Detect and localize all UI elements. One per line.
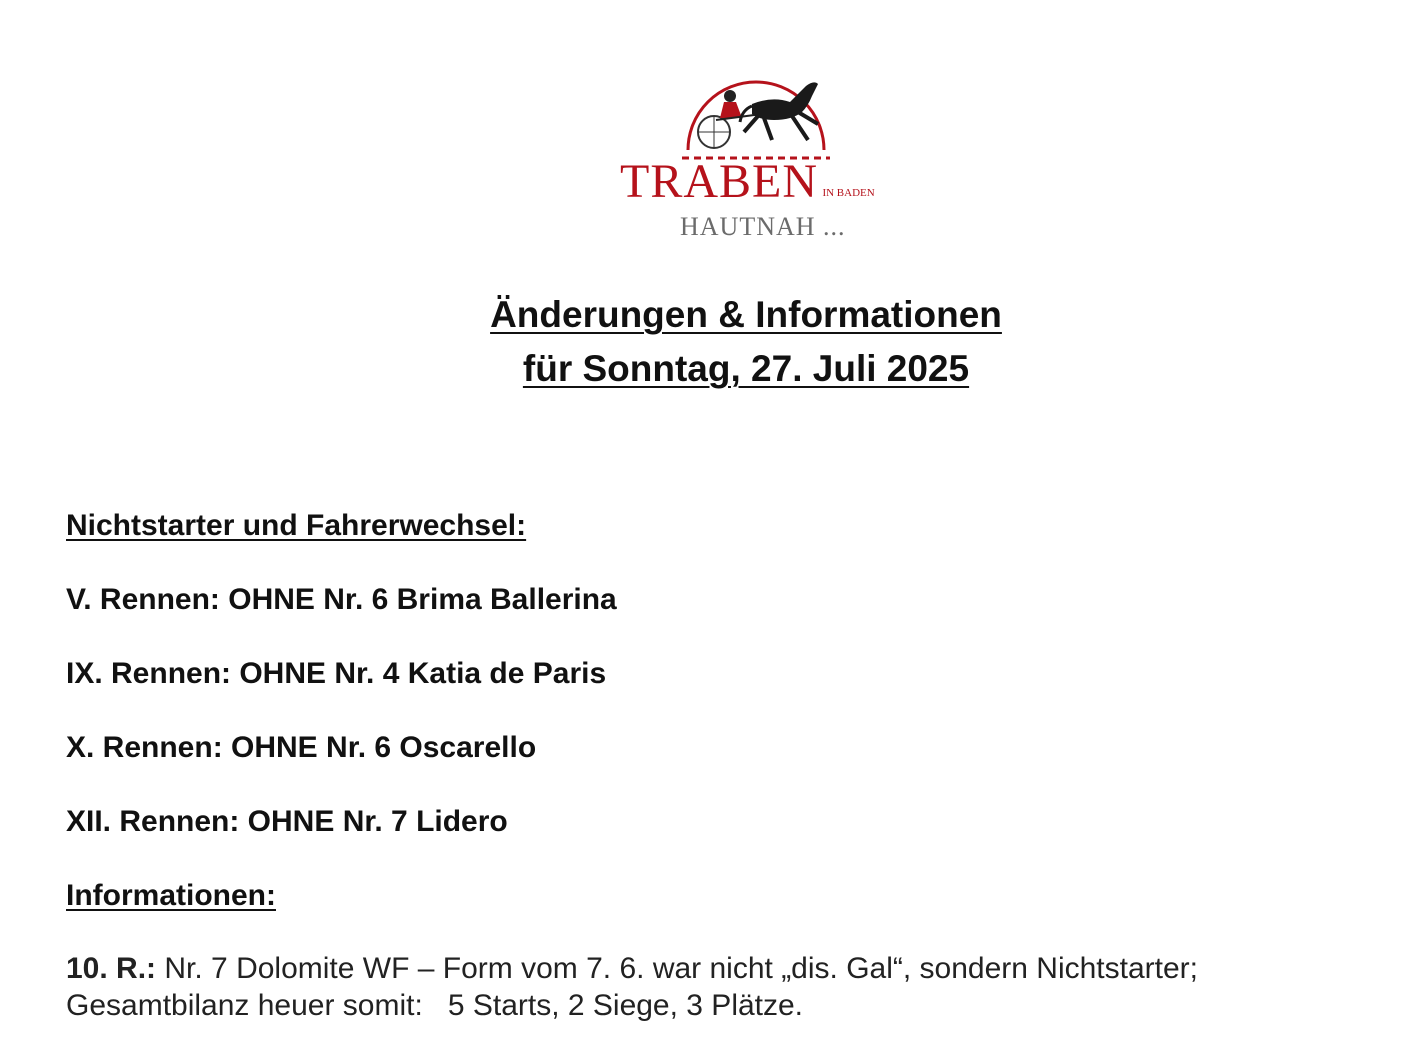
title-line-2: für Sonntag, 27. Juli 2025	[522, 348, 970, 389]
information-text-1: Nr. 7 Dolomite WF – Form vom 7. 6. war nicht „dis. Gal“, sondern Nichtstarter;	[164, 952, 1198, 985]
nonstarter-entry: XII. Rennen: OHNE Nr. 7 Lidero	[66, 805, 508, 838]
nonstarter-entry: IX. Rennen: OHNE Nr. 4 Katia de Paris	[66, 657, 607, 690]
logo-line1: TRABEN	[620, 155, 818, 208]
information-line-1	[66, 950, 1386, 987]
nonstarters-heading: Nichtstarter und Fahrerwechsel:	[66, 509, 527, 542]
information-line-2: Gesamtbilanz heuer somit: 5 Starts, 2 Siege, 3 Plätze.	[66, 989, 804, 1022]
nonstarter-entry: V. Rennen: OHNE Nr. 6 Brima Ballerina	[66, 583, 617, 616]
information-label: 10. R.:	[66, 952, 157, 985]
traben-logo	[612, 66, 884, 246]
logo-line2: HAUTNAH ...	[680, 212, 846, 241]
title-line-1: Änderungen & Informationen	[490, 294, 1002, 335]
information-paragraph	[66, 950, 1386, 1024]
logo-wordmark	[620, 154, 875, 209]
logo-line1-suffix: IN BADEN	[822, 186, 875, 199]
nonstarter-entry: X. Rennen: OHNE Nr. 6 Oscarello	[66, 731, 537, 764]
logo-line2-wrap	[680, 212, 846, 242]
document-title	[0, 288, 1412, 396]
document-body	[66, 504, 1386, 1024]
information-heading: Informationen:	[66, 879, 276, 912]
